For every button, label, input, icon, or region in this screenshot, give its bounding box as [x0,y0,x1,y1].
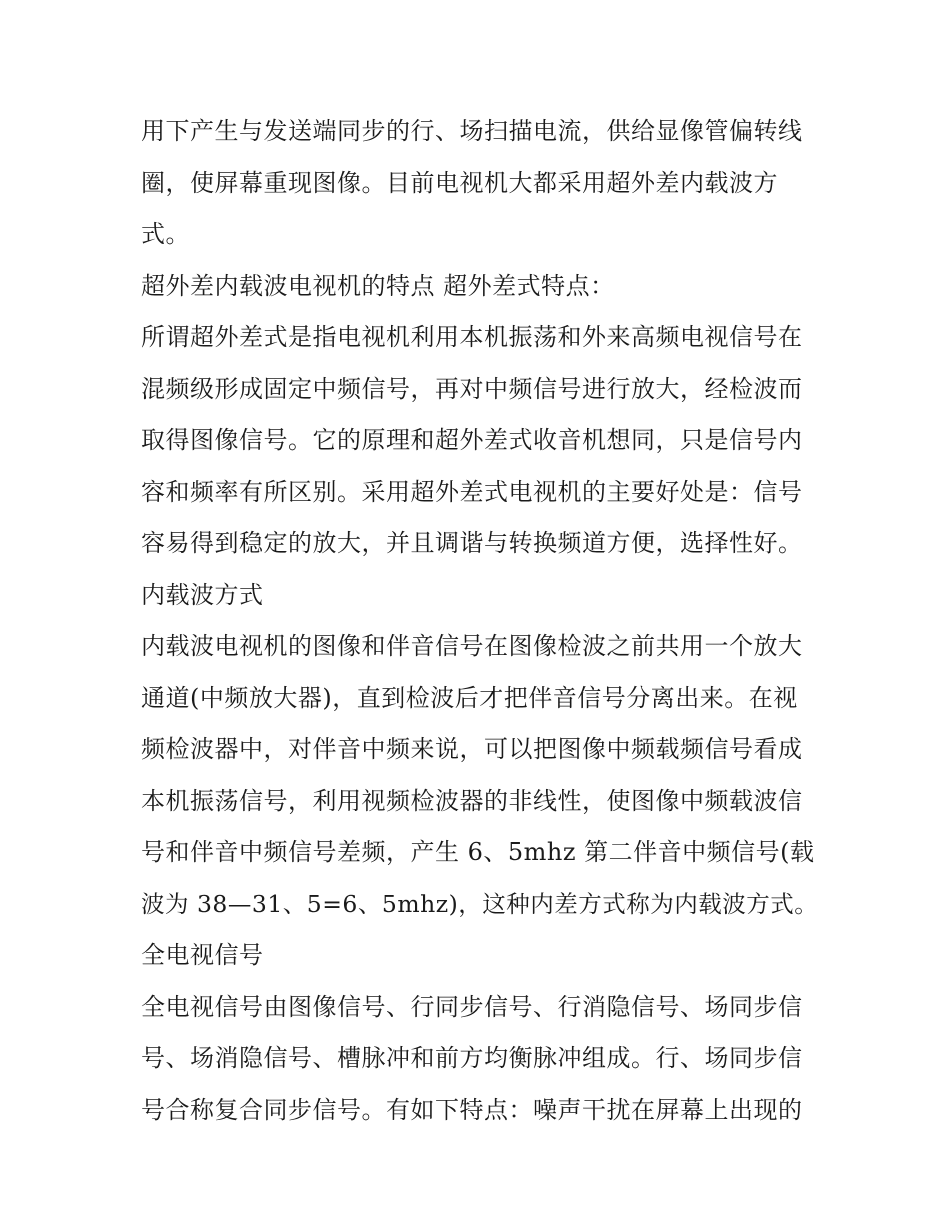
section-heading: 内载波方式 [141,580,264,609]
text-line: 波为 38—31、5=6、5mhz)，这种内差方式称为内载波方式。 [141,889,819,918]
text-line: 式。 [141,220,190,248]
text-line: 所谓超外差式是指电视机利用本机振荡和外来高频电视信号在 [141,323,803,351]
text-line: 号、场消隐信号、槽脉冲和前方均衡脉冲组成。行、场同步信 [141,1044,803,1072]
text-line: 通道(中频放大器)，直到检波后才把伴音信号分离出来。在视 [141,683,798,712]
text-line: 容和频率有所区别。采用超外差式电视机的主要好处是：信号 [141,477,803,506]
document-body [141,106,821,1136]
text-line: 全电视信号由图像信号、行同步信号、行消隐信号、场同步信 [141,992,803,1021]
text-line: 内载波电视机的图像和伴音信号在图像检波之前共用一个放大 [141,632,803,660]
section-heading: 超外差内载波电视机的特点 超外差式特点： [141,271,615,300]
section-heading: 全电视信号 [141,941,264,969]
text-line: 取得图像信号。它的原理和超外差式收音机想同，只是信号内 [141,426,803,454]
text-line: 用下产生与发送端同步的行、场扫描电流，供给显像管偏转线 [141,117,803,145]
text-line: 本机振荡信号，利用视频检波器的非线性，使图像中频载波信 [141,786,803,815]
text-line: 圈，使屏幕重现图像。目前电视机大都采用超外差内载波方 [141,168,778,197]
text-line: 频检波器中，对伴音中频来说，可以把图像中频载频信号看成 [141,735,803,763]
text-line: 号和伴音中频信号差频，产生 6、5mhz 第二伴音中频信号(载 [141,838,815,866]
text-line: 混频级形成固定中频信号，再对中频信号进行放大，经检波而 [141,374,803,403]
text-line: 容易得到稳定的放大，并且调谐与转换频道方便，选择性好。 [141,529,803,557]
text-line: 号合称复合同步信号。有如下特点：噪声干扰在屏幕上出现的 [141,1095,803,1124]
